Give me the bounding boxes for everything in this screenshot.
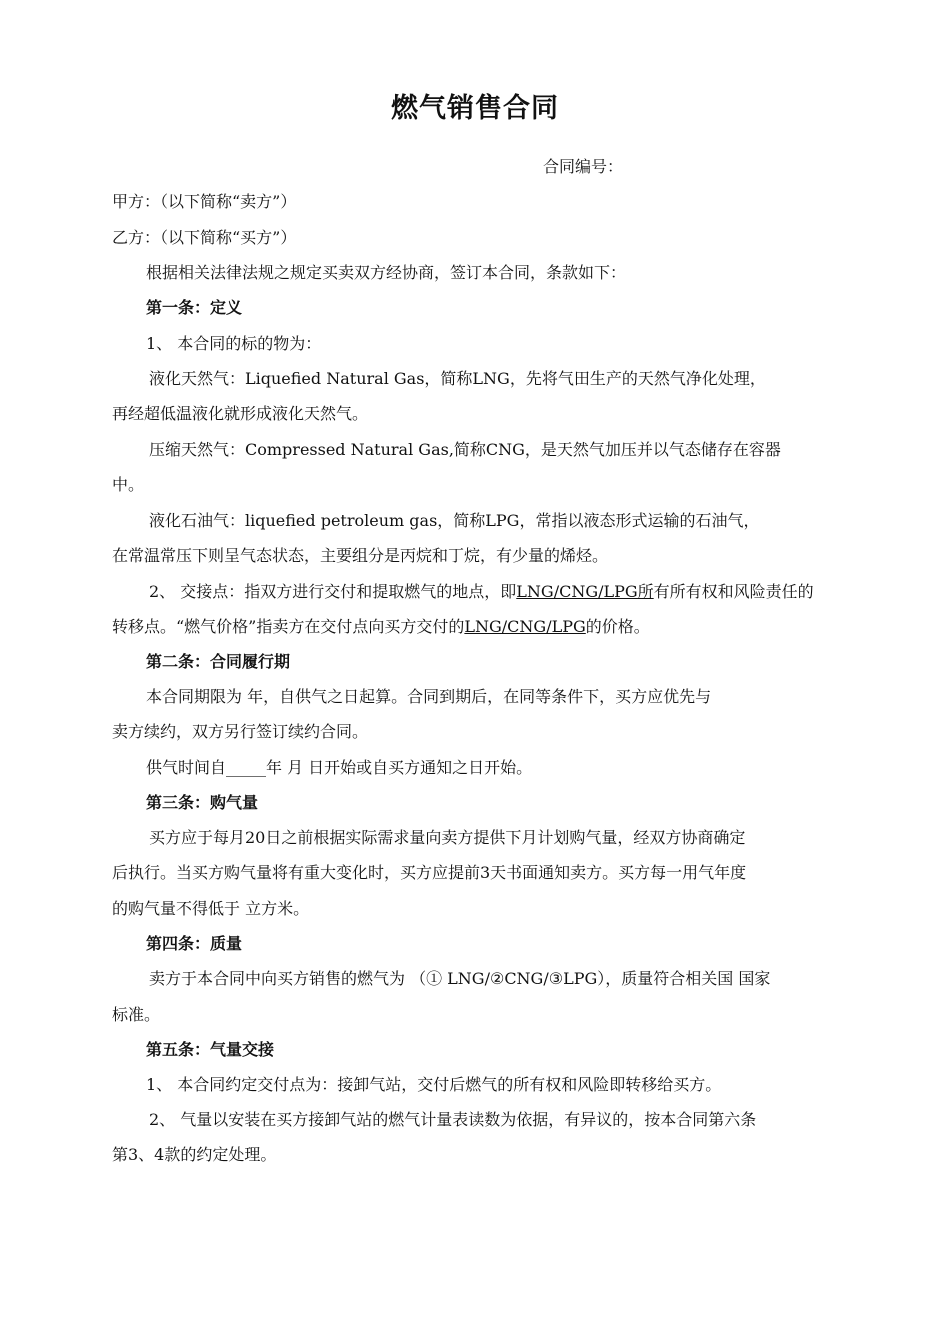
intro-paragraph: 根据相关法律法规之规定买卖双方经协商，签订本合同，条款如下：	[146, 263, 627, 282]
article3-heading: 第三条：购气量	[146, 793, 259, 812]
item2-text-c: 转移点。“燃气价格”指卖方在交付点向买方交付的	[112, 617, 465, 636]
item2-text-d: 的价格。	[585, 617, 650, 636]
party-a: 甲方：（以下简称“卖方”）	[112, 192, 297, 211]
article3-paragraph-line1: 买方应于每月20日之前根据实际需求量向卖方提供下月计划购气量，经双方协商确定	[149, 828, 746, 847]
party-b: 乙方：（以下简称“买方”）	[112, 228, 297, 247]
lpg-definition-line1: 液化石油气：liquefied petroleum gas，简称LPG，常指以液态形式运输的石油气，	[149, 511, 760, 530]
cng-definition-line2: 中。	[112, 475, 145, 494]
cng-definition-line1: 压缩天然气：Compressed Natural Gas,简称CNG，是天然气加压并以气态储存在容器	[149, 440, 781, 459]
contract-number-label: 合同编号：	[543, 157, 624, 176]
article1-heading: 第一条：定义	[146, 298, 243, 317]
article4-paragraph-line2: 标准。	[112, 1005, 161, 1024]
lpg-definition-line2: 在常温常压下则呈气态状态，主要组分是丙烷和丁烷，有少量的烯烃。	[112, 546, 609, 565]
article5-item2-line1: 2、 气量以安装在买方接卸气站的燃气计量表读数为依据，有异议的，按本合同第六条	[149, 1110, 757, 1129]
document-title: 燃气销售合同	[391, 93, 559, 124]
article2-heading: 第二条：合同履行期	[146, 652, 291, 671]
article3-paragraph-line2: 后执行。当买方购气量将有重大变化时，买方应提前3天书面通知卖方。买方每一用气年度	[112, 863, 747, 882]
article5-item2-line2: 第3、4款的约定处理。	[112, 1145, 277, 1164]
article2-paragraph-line1: 本合同期限为 年，自供气之日起算。合同到期后，在同等条件下，买方应优先与	[146, 687, 712, 706]
article1-item1: 1、 本合同的标的物为：	[146, 334, 322, 353]
article4-heading: 第四条：质量	[146, 934, 243, 953]
lng-definition-line1: 液化天然气：Liquefied Natural Gas，简称LNG，先将气田生产的天然气净化处理，	[149, 369, 766, 388]
article5-heading: 第五条：气量交接	[146, 1040, 275, 1059]
article4-paragraph-line1: 卖方于本合同中向买方销售的燃气为 （① LNG/②CNG/③LPG），质量符合相关国 国家	[149, 969, 771, 988]
lng-definition-line2: 再经超低温液化就形成液化天然气。	[112, 404, 369, 423]
item2-underlined-gas-types: LNG/CNG/LPG所	[516, 582, 654, 601]
article1-item2-line1	[149, 581, 814, 603]
item2-text-a: 2、 交接点：指双方进行交付和提取燃气的地点，即	[149, 582, 517, 601]
article3-paragraph-line3: 的购气量不得低于 立方米。	[112, 899, 310, 918]
article1-item2-line2	[112, 616, 650, 638]
item2-underlined-gas-types-2: LNG/CNG/LPG	[464, 617, 586, 636]
article2-supply-date: 供气时间自_____年 月 日开始或自买方通知之日开始。	[146, 758, 533, 777]
item2-text-b: 有所有权和风险责任的	[653, 582, 814, 601]
article2-paragraph-line2: 卖方续约，双方另行签订续约合同。	[112, 722, 369, 741]
article5-item1: 1、 本合同约定交付点为：接卸气站，交付后燃气的所有权和风险即转移给买方。	[146, 1075, 722, 1094]
